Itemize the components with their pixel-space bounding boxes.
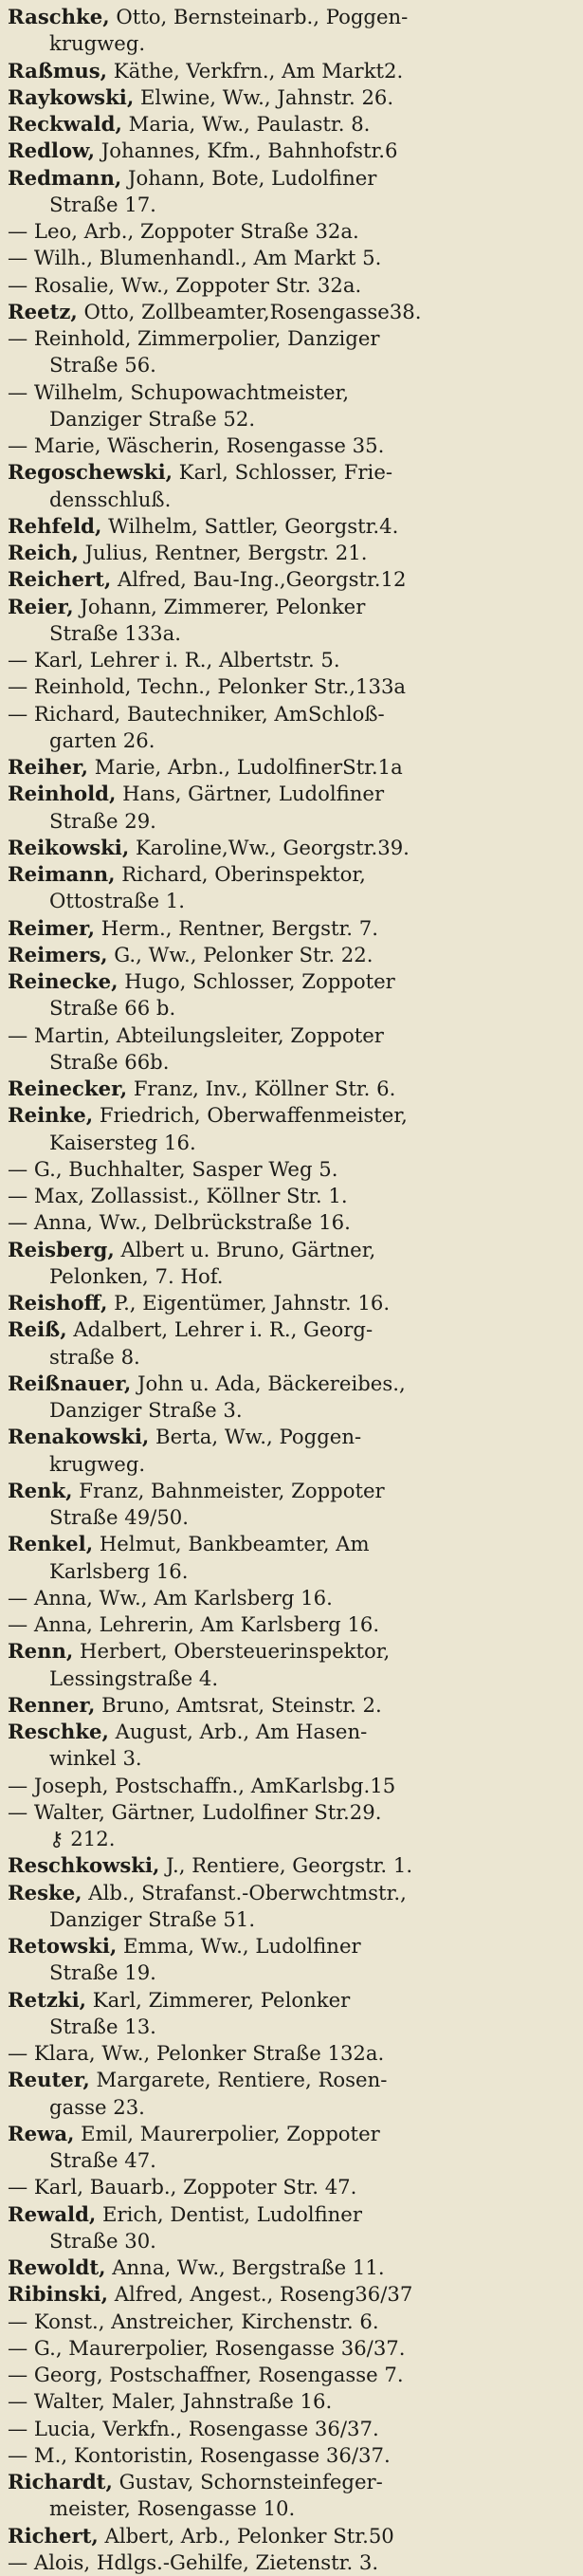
- entry-details: meister, Rosengasse 10.: [49, 2496, 296, 2521]
- entry-details: — Max, Zollassist., Köllner Str. 1.: [8, 1184, 348, 1207]
- entry-details: Richard, Oberinspektor,: [115, 862, 366, 886]
- directory-entry-line: [8, 2281, 575, 2308]
- entry-details: — Georg, Postschaffner, Rosengasse 7.: [8, 2363, 404, 2386]
- entry-details: — Richard, Bautechniker, AmSchloß-: [8, 701, 385, 726]
- entry-surname: Renakowski,: [8, 1425, 150, 1449]
- entry-details: Anna, Ww., Bergstraße 11.: [105, 2255, 385, 2279]
- entry-details: Straße 66 b.: [49, 996, 176, 1021]
- entry-details: August, Arb., Am Hasen-: [108, 1720, 368, 1743]
- directory-entry-line: [8, 1987, 575, 2014]
- directory-entry-line: [8, 2335, 575, 2362]
- entry-details: Julius, Rentner, Bergstr. 21.: [78, 541, 368, 564]
- directory-entry-line: [8, 459, 575, 486]
- directory-entry-line: [8, 1102, 575, 1129]
- directory-entry-line: [8, 594, 575, 620]
- entry-details: ⚷ 212.: [49, 1827, 116, 1850]
- entry-details: — Walter, Maler, Jahnstraße 16.: [8, 2389, 333, 2414]
- entry-surname: Redlow,: [8, 138, 95, 163]
- entry-details: Albert, Arb., Pelonker Str.50: [98, 2523, 394, 2548]
- directory-entry-line: [8, 487, 575, 513]
- directory-entry-line: [8, 1183, 575, 1209]
- directory-entry-line: [8, 1611, 575, 1638]
- entry-details: Danziger Straße 3.: [49, 1398, 243, 1422]
- entry-details: krugweg.: [49, 1451, 146, 1476]
- directory-entry-line: [8, 1960, 575, 1986]
- entry-details: — Marie, Wäscherin, Rosengasse 35.: [8, 433, 385, 457]
- entry-details: — Anna, Ww., Am Karlsberg 16.: [8, 1585, 333, 1610]
- directory-entry-line: [8, 218, 575, 245]
- entry-surname: Renn,: [8, 1639, 74, 1664]
- entry-surname: Reier,: [8, 594, 74, 618]
- entry-details: Gustav, Schornsteinfeger-: [112, 2470, 383, 2493]
- directory-entry-line: [8, 30, 575, 57]
- directory-entry-line: [8, 781, 575, 807]
- directory-entry-line: [8, 2094, 575, 2121]
- directory-entry-line: [8, 1773, 575, 1799]
- directory-entry-line: [8, 111, 575, 138]
- entry-details: Alfred, Angest., Roseng36/37: [107, 2282, 413, 2307]
- entry-details: Emil, Maurerpolier, Zoppoter: [74, 2121, 380, 2145]
- directory-entry-line: [8, 2228, 575, 2254]
- directory-entry-line: [8, 1049, 575, 1076]
- entry-details: — Leo, Arb., Zoppoter Straße 32a.: [8, 219, 359, 243]
- entry-surname: Reishoff,: [8, 1291, 108, 1315]
- entry-surname: Reich,: [8, 541, 79, 564]
- directory-entry-line: [8, 1745, 575, 1772]
- entry-details: — Karl, Lehrer i. R., Albertstr. 5.: [8, 648, 340, 672]
- directory-entry-line: [8, 4, 575, 30]
- entry-surname: Renkel,: [8, 1532, 94, 1556]
- directory-entry-line: [8, 58, 575, 84]
- entry-details: Lessingstraße 4.: [49, 1665, 219, 1690]
- entry-surname: Retzki,: [8, 1987, 87, 2012]
- directory-entry-line: [8, 2523, 575, 2549]
- entry-surname: Rehfeld,: [8, 513, 102, 538]
- directory-entry-line: [8, 2442, 575, 2469]
- directory-entry-line: [8, 1826, 575, 1852]
- entry-details: straße 8.: [49, 1344, 140, 1369]
- directory-entry-line: [8, 1076, 575, 1102]
- entry-details: — Anna, Ww., Delbrückstraße 16.: [8, 1210, 351, 1235]
- directory-entry-line: [8, 432, 575, 459]
- entry-details: Karlsberg 16.: [49, 1558, 189, 1583]
- entry-details: Herbert, Obersteuerinspektor,: [73, 1639, 391, 1664]
- entry-details: — Joseph, Postschaffn., AmKarlsbg.15: [8, 1773, 396, 1797]
- directory-entry-line: [8, 1156, 575, 1183]
- entry-surname: Richert,: [8, 2523, 99, 2548]
- entry-details: Albert u. Bruno, Gärtner,: [114, 1237, 376, 1261]
- entry-details: Pelonken, 7. Hof.: [49, 1263, 224, 1288]
- entry-details: Marie, Arbn., LudolfinerStr.1a: [88, 755, 403, 779]
- directory-entry-line: [8, 299, 575, 325]
- directory-entry-line: [8, 566, 575, 593]
- entry-details: — Walter, Gärtner, Ludolfiner Str.29.: [8, 1799, 382, 1824]
- entry-surname: Reimann,: [8, 862, 116, 886]
- directory-entry-line: [8, 379, 575, 406]
- directory-entry-line: [8, 2040, 575, 2067]
- entry-details: Helmut, Bankbeamter, Am: [93, 1532, 370, 1556]
- directory-entry-line: [8, 1531, 575, 1557]
- directory-entry-line: [8, 647, 575, 673]
- entry-details: densschluß.: [49, 487, 172, 511]
- entry-details: Straße 30.: [49, 2228, 156, 2253]
- directory-entry-line: [8, 1478, 575, 1504]
- entry-details: Ottostraße 1.: [49, 889, 185, 913]
- entry-surname: Richardt,: [8, 2470, 113, 2493]
- entry-details: Franz, Inv., Köllner Str. 6.: [127, 1076, 396, 1100]
- entry-details: — Wilh., Blumenhandl., Am Markt 5.: [8, 246, 382, 270]
- entry-details: Hugo, Schlosser, Zoppoter: [118, 969, 395, 993]
- directory-entry-line: [8, 1799, 575, 1826]
- entry-details: krugweg.: [49, 31, 146, 56]
- entry-surname: Reschkowski,: [8, 1853, 160, 1878]
- directory-entry-line: [8, 2388, 575, 2415]
- directory-entry-line: [8, 2067, 575, 2093]
- entry-surname: Reiher,: [8, 755, 89, 779]
- entry-details: — Lucia, Verkfn., Rosengasse 36/37.: [8, 2416, 379, 2440]
- entry-details: Herm., Rentner, Bergstr. 7.: [95, 915, 378, 940]
- entry-details: John u. Ada, Bäckereibes.,: [131, 1371, 406, 1395]
- directory-entry-line: [8, 673, 575, 700]
- entry-details: Alb., Strafanst.-Oberwchtmstr.,: [82, 1880, 407, 1904]
- entry-surname: Reinecker,: [8, 1076, 128, 1100]
- entry-details: Otto, Zollbeamter,Rosengasse38.: [77, 299, 422, 323]
- entry-details: — G., Maurerpolier, Rosengasse 36/37.: [8, 2335, 406, 2360]
- entry-surname: Reinhold,: [8, 782, 117, 806]
- directory-entry-line: [8, 1237, 575, 1263]
- entry-details: Karl, Zimmerer, Pelonker: [86, 1987, 351, 2012]
- entry-details: Straße 47.: [49, 2148, 156, 2172]
- directory-entry-line: [8, 808, 575, 835]
- entry-details: Johannes, Kfm., Bahnhofstr.6: [94, 138, 398, 163]
- directory-entry-line: [8, 192, 575, 218]
- entry-details: Karoline,Ww., Georgstr.39.: [129, 835, 410, 859]
- entry-details: Margarete, Rentiere, Rosen-: [89, 2068, 388, 2092]
- directory-entry-line: [8, 995, 575, 1021]
- directory-entry-line: [8, 245, 575, 271]
- directory-entry-line: [8, 1906, 575, 1933]
- entry-details: Otto, Bernsteinarb., Poggen-: [109, 5, 409, 28]
- directory-entry-line: [8, 406, 575, 432]
- entry-surname: Rewa,: [8, 2121, 75, 2145]
- entry-surname: Reimer,: [8, 915, 96, 940]
- entry-details: J., Rentiere, Georgstr. 1.: [159, 1853, 413, 1878]
- entry-surname: Raykowski,: [8, 84, 135, 109]
- directory-entry-line: [8, 1022, 575, 1049]
- entry-details: Alfred, Bau-Ing.,Georgstr.12: [111, 567, 407, 592]
- entry-details: Johann, Zimmerer, Pelonker: [73, 594, 366, 618]
- entry-details: — Martin, Abteilungsleiter, Zoppoter: [8, 1022, 384, 1047]
- entry-surname: Reschke,: [8, 1720, 109, 1743]
- entry-details: Straße 13.: [49, 2014, 156, 2038]
- entry-details: — Rosalie, Ww., Zoppoter Str. 32a.: [8, 272, 362, 297]
- directory-entry-line: [8, 1665, 575, 1692]
- entry-surname: Raßmus,: [8, 58, 108, 83]
- entry-details: Danziger Straße 51.: [49, 1906, 256, 1931]
- entry-details: — Wilhelm, Schupowachtmeister,: [8, 379, 350, 404]
- entry-surname: Rewald,: [8, 2201, 97, 2226]
- entry-surname: Redmann,: [8, 165, 122, 190]
- directory-entry-line: [8, 1504, 575, 1531]
- entry-details: Straße 133a.: [49, 620, 182, 645]
- directory-entry-line: [8, 2495, 575, 2522]
- entry-details: Straße 29.: [49, 808, 156, 833]
- directory-entry-line: [8, 2014, 575, 2040]
- entry-details: Straße 56.: [49, 353, 156, 377]
- entry-surname: Renner,: [8, 1692, 96, 1717]
- entry-surname: Renk,: [8, 1478, 73, 1502]
- entry-details: — M., Kontoristin, Rosengasse 36/37.: [8, 2442, 391, 2467]
- entry-details: Elwine, Ww., Jahnstr. 26.: [134, 84, 394, 109]
- entry-details: — Anna, Lehrerin, Am Karlsberg 16.: [8, 1612, 380, 1636]
- directory-entry-line: [8, 2469, 575, 2495]
- directory-entry-line: [8, 1719, 575, 1745]
- entry-surname: Reisberg,: [8, 1237, 115, 1261]
- directory-entry-line: [8, 2174, 575, 2200]
- directory-entry-line: [8, 2254, 575, 2281]
- entry-surname: Ribinski,: [8, 2282, 108, 2307]
- entry-details: gasse 23.: [49, 2094, 145, 2119]
- directory-entry-line: [8, 1371, 575, 1397]
- directory-entry-line: [8, 165, 575, 192]
- directory-entry-line: [8, 352, 575, 378]
- directory-entry-line: [8, 701, 575, 727]
- directory-entry-line: [8, 727, 575, 754]
- directory-entry-line: [8, 754, 575, 781]
- entry-surname: Reimers,: [8, 942, 108, 966]
- entry-surname: Reichert,: [8, 567, 112, 592]
- entry-details: — Karl, Bauarb., Zoppoter Str. 47.: [8, 2175, 357, 2199]
- entry-details: Adalbert, Lehrer i. R., Georg-: [66, 1317, 373, 1342]
- entry-details: Friedrich, Oberwaffenmeister,: [93, 1103, 408, 1128]
- directory-entry-line: [8, 84, 575, 111]
- directory-entry-line: [8, 272, 575, 299]
- entry-details: G., Ww., Pelonker Str. 22.: [107, 942, 373, 966]
- directory-entry-line: [8, 942, 575, 968]
- directory-entry-line: [8, 620, 575, 647]
- entry-surname: Reske,: [8, 1880, 82, 1904]
- entry-details: Straße 17.: [49, 192, 156, 216]
- entry-surname: Reiß,: [8, 1317, 67, 1342]
- entry-details: — Reinhold, Zimmerpolier, Danziger: [8, 326, 380, 350]
- entry-details: Kaisersteg 16.: [49, 1130, 196, 1154]
- entry-details: winkel 3.: [49, 1746, 142, 1771]
- entry-details: — Reinhold, Techn., Pelonker Str.,133a: [8, 674, 407, 699]
- directory-entry-line: [8, 2362, 575, 2388]
- directory-entry-line: [8, 1397, 575, 1424]
- entry-details: P., Eigentümer, Jahnstr. 16.: [107, 1291, 391, 1315]
- entry-surname: Rewoldt,: [8, 2255, 106, 2279]
- entry-surname: Reckwald,: [8, 112, 122, 136]
- entry-details: Karl, Schlosser, Frie-: [173, 460, 393, 485]
- entry-details: Wilhelm, Sattler, Georgstr.4.: [101, 513, 399, 538]
- directory-entry-line: [8, 1451, 575, 1478]
- entry-details: Danziger Straße 52.: [49, 406, 256, 431]
- directory-entry-line: [8, 1638, 575, 1665]
- entry-surname: Reinke,: [8, 1103, 94, 1128]
- entry-details: — Alois, Hdlgs.-Gehilfe, Zietenstr. 3.: [8, 2549, 379, 2574]
- entry-details: Franz, Bahnmeister, Zoppoter: [72, 1478, 385, 1502]
- directory-entry-line: [8, 1209, 575, 1236]
- entry-details: garten 26.: [49, 727, 155, 752]
- directory-entry-line: [8, 2309, 575, 2335]
- entry-details: Berta, Ww., Poggen-: [149, 1425, 362, 1449]
- directory-entry-line: [8, 2416, 575, 2442]
- directory-entry-line: [8, 968, 575, 995]
- directory-entry-line: [8, 325, 575, 352]
- directory-entry-line: [8, 1933, 575, 1960]
- directory-entry-line: [8, 1263, 575, 1290]
- entry-surname: Reinecke,: [8, 969, 118, 993]
- directory-entry-line: [8, 2549, 575, 2576]
- directory-entry-line: [8, 1424, 575, 1450]
- entry-surname: Regoschewski,: [8, 460, 173, 485]
- directory-entry-line: [8, 1692, 575, 1719]
- entry-details: Erich, Dentist, Ludolfiner: [96, 2201, 362, 2226]
- directory-entry-line: [8, 1558, 575, 1585]
- entry-details: — Konst., Anstreicher, Kirchenstr. 6.: [8, 2309, 379, 2333]
- directory-entry-line: [8, 2147, 575, 2174]
- directory-entry-line: [8, 861, 575, 888]
- entry-surname: Reuter,: [8, 2068, 90, 2092]
- entry-details: — G., Buchhalter, Sasper Weg 5.: [8, 1156, 338, 1181]
- entry-details: Hans, Gärtner, Ludolfiner: [116, 782, 385, 806]
- directory-entry-line: [8, 1130, 575, 1156]
- directory-entry-line: [8, 2121, 575, 2147]
- entry-details: — Klara, Ww., Pelonker Straße 132a.: [8, 2041, 385, 2065]
- entry-details: Straße 19.: [49, 1960, 156, 1985]
- directory-entry-line: [8, 888, 575, 914]
- directory-entry-line: [8, 915, 575, 942]
- directory-entry-line: [8, 2201, 575, 2228]
- entry-details: Emma, Ww., Ludolfiner: [117, 1934, 361, 1958]
- entry-details: Straße 66b.: [49, 1049, 170, 1074]
- entry-surname: Reikowski,: [8, 835, 130, 859]
- directory-entry-line: [8, 138, 575, 164]
- entry-surname: Retowski,: [8, 1934, 118, 1958]
- entry-details: Johann, Bote, Ludolfiner: [121, 165, 377, 190]
- directory-entry-line: [8, 513, 575, 540]
- entry-details: Maria, Ww., Paulastr. 8.: [121, 112, 371, 136]
- directory-entry-line: [8, 1852, 575, 1879]
- entry-details: Bruno, Amtsrat, Steinstr. 2.: [95, 1692, 382, 1717]
- directory-entry-line: [8, 1316, 575, 1343]
- directory-entry-line: [8, 1290, 575, 1316]
- directory-entry-line: [8, 835, 575, 861]
- entry-details: Straße 49/50.: [49, 1505, 190, 1529]
- directory-entry-line: [8, 1344, 575, 1371]
- entry-surname: Raschke,: [8, 5, 110, 28]
- entry-details: Käthe, Verkfrn., Am Markt2.: [107, 58, 404, 83]
- directory-entry-line: [8, 1880, 575, 1906]
- entry-surname: Reißnauer,: [8, 1371, 132, 1395]
- directory-entry-line: [8, 540, 575, 566]
- entry-surname: Reetz,: [8, 299, 78, 323]
- directory-entry-line: [8, 1585, 575, 1611]
